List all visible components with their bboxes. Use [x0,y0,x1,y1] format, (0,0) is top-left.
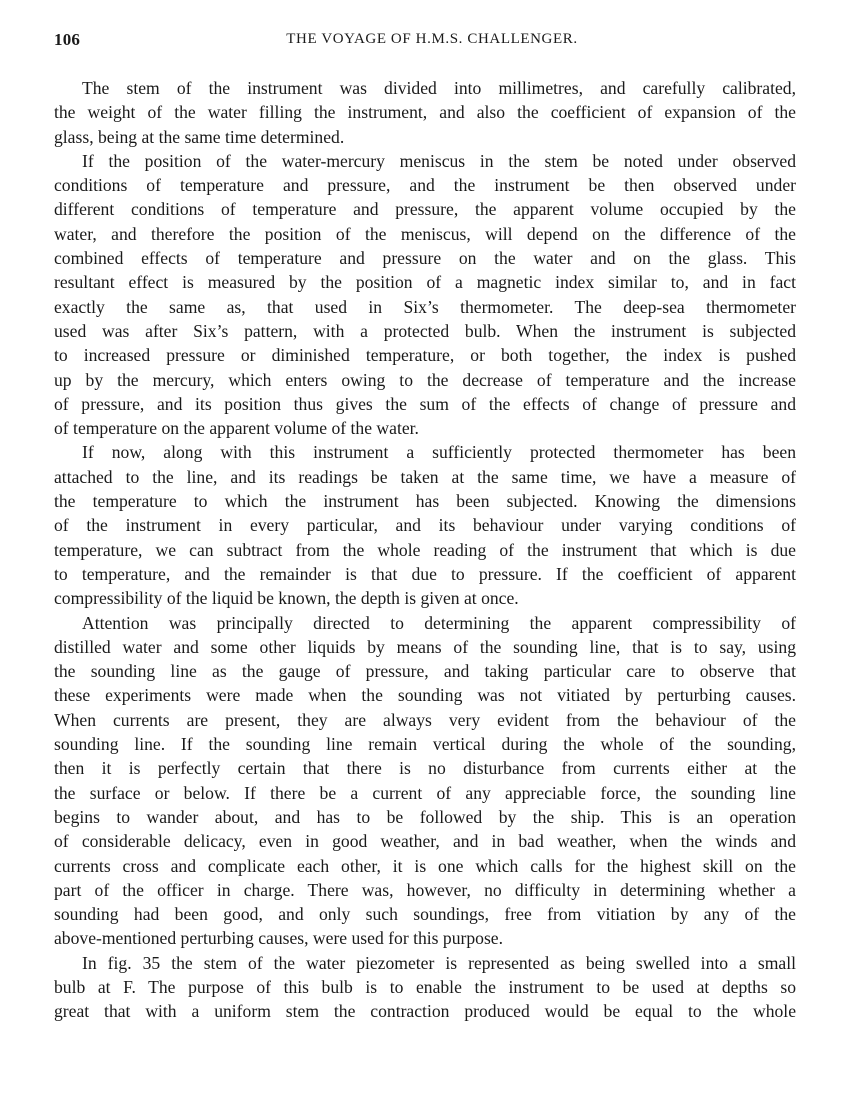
text-line: In fig. 35 the stem of the water piezometer is represented as being swelled into a small [82,952,796,973]
text-line: the surface or below. If there be a current of any appreciable force, the sounding line [54,782,796,803]
text-line: If the position of the water-mercury meniscus in the stem be noted under observed [82,150,796,171]
paragraph-3 [54,440,796,610]
text-line: to temperature, and the remainder is that due to pressure. If the coefficient of apparent [54,563,796,584]
text-line: sounding had been good, and only such soundings, free from vitiation by any of the [54,904,796,925]
page-number: 106 [54,30,81,49]
text-line: bulb at F. The purpose of this bulb is to enable the instrument to be used at depths so [54,976,796,997]
text-line: attached to the line, and its readings be taken at the same time, we have a measure of [54,466,796,487]
text-line: temperature, we can subtract from the whole reading of the instrument that which is due [54,539,796,560]
text-line: exactly the same as, that used in Six’s thermometer. The deep-sea thermometer [54,296,796,317]
text-line: The stem of the instrument was divided into millimetres, and carefully calibrated, [82,78,796,98]
text-line: sounding line. If the sounding line remain vertical during the whole of the sounding, [54,734,796,755]
text-line: water, and therefore the position of the meniscus, will depend on the difference of the [54,223,796,244]
text-line: When currents are present, they are always very evident from the behaviour of the [54,709,796,730]
text-line: resultant effect is measured by the position of a magnetic index similar to, and in fact [54,272,796,293]
text-line: of the instrument in every particular, and its behaviour under varying conditions of [54,515,796,536]
text-line: of pressure, and its position thus gives the sum of the effects of change of pressure and [54,393,796,414]
text-line: combined effects of temperature and pressure on the water and on the glass. This [54,248,796,269]
text-line: then it is perfectly certain that there is no disturbance from currents either at the [54,758,796,779]
text-line: the sounding line as the gauge of pressure, and taking particular care to observe that [54,661,796,682]
text-line: to increased pressure or diminished temperature, or both together, the index is pushed [54,345,796,366]
text-line: part of the officer in charge. There was, however, no difficulty in determining whether a [54,879,796,900]
page-header [54,30,796,54]
text-line: these experiments were made when the sounding was not vitiated by perturbing causes. [54,685,796,706]
running-title: THE VOYAGE OF H.M.S. CHALLENGER. [286,31,578,47]
text-line: great that with a uniform stem the contraction produced would be equal to the whole [54,1001,796,1022]
text-line: conditions of temperature and pressure, and the instrument be then observed under [54,175,796,196]
text-line: glass, being at the same time determined. [54,126,345,147]
paragraph-2 [54,149,796,441]
text-line: Attention was principally directed to determining the apparent compressibility of [82,612,796,633]
text-line: begins to wander about, and has to be followed by the ship. This is an operation [54,806,796,827]
text-line: different conditions of temperature and pressure, the apparent volume occupied by the [54,199,796,220]
text-line: distilled water and some other liquids by means of the sounding line, that is to say, using [54,636,796,657]
text-line: the weight of the water filling the instrument, and also the coefficient of expansion of the [54,102,796,123]
paragraph-5 [54,951,796,1024]
text-line: of considerable delicacy, even in good weather, and in bad weather, when the winds and [54,831,796,852]
text-line: of temperature on the apparent volume of the water. [54,418,419,439]
text-line: used was after Six’s pattern, with a protected bulb. When the instrument is subjected [54,320,796,341]
text-line: compressibility of the liquid be known, the depth is given at once. [54,588,519,609]
paragraph-1 [54,76,796,149]
text-line: If now, along with this instrument a sufficiently protected thermometer has been [82,442,796,463]
body-text [54,76,796,1024]
text-line: up by the mercury, which enters owing to the decrease of temperature and the increase [54,369,796,390]
text-line: the temperature to which the instrument has been subjected. Knowing the dimensions [54,491,796,512]
paragraph-4 [54,611,796,951]
text-line: above-mentioned perturbing causes, were used for this purpose. [54,928,503,949]
text-line: currents cross and complicate each other, it is one which calls for the highest skill on the [54,855,796,876]
